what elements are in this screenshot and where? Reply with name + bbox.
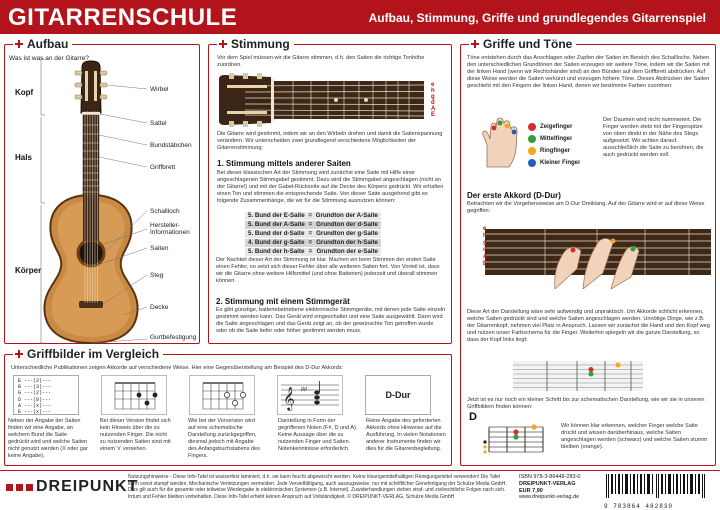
stimmung-intro: Vor dem Spiel müssen wir die Gitarre stimmen, d.h. den Saiten die richtige Tonhöhe zuordnen. xyxy=(217,55,425,68)
region-label: Körper xyxy=(15,266,42,275)
string-letter: E xyxy=(431,112,436,118)
table-row: 5. Bund der d-Saite = Grundton der g-Saite xyxy=(245,230,381,238)
griffe-title: Griffe und Töne xyxy=(483,37,573,51)
chord-intro: Betrachten wir die Vorgehensweise am D-Dur Dreiklang. Auf der Gitarre wird er auf diese Weise gegriffen: xyxy=(467,201,705,214)
barcode-icon xyxy=(604,474,714,498)
tab-notation: E ---(2)--- B ---(3)--- G ---(2)--- D ---(0)--- A ---(x)--- E ---(x)--- xyxy=(13,375,79,415)
svg-text:𝄞: 𝄞 xyxy=(283,386,295,410)
stimmung-para2: Bei dieser klassischen Art der Stimmung wird zunächst eine Saite mit Hilfe einer angeschlagenen Stimmgabel gestimmt. Dazu wird die Stimmgabel angeschlagen (nicht an der Gitarre!) und mit der Gabel-Rückseite auf die Decke des Körpers gedrückt. Wir erhalten einen Ton und stimmen die entsprechende Saite. Von dieser Saite ausgehend gibt es folgende Zusammenhänge, die wir für die Stimmung ausnutzen können: xyxy=(217,170,444,204)
griffbilder-title: Griffbilder im Vergleich xyxy=(27,347,160,361)
plus-icon xyxy=(15,350,23,358)
hand-icon xyxy=(479,117,525,169)
list-item: Mittelfinger xyxy=(528,135,594,143)
list-item: Zeigefinger xyxy=(528,123,594,131)
logo-dot-icon xyxy=(6,484,13,491)
stimmung-para1: Die Gitarre wird gestimmt, indem wir an den Wirbeln drehen und damit die Saitenspannung verändern. Wir unterscheiden zwei grundlegend verschiedene Möglichkeiten der Gitarrenstimmung: xyxy=(217,131,443,151)
svg-text:♯♯: ♯♯ xyxy=(301,387,307,393)
plus-icon xyxy=(219,40,227,48)
chord-box-diagram xyxy=(101,375,167,415)
stimmung-para3: Der Nachteil dieser Art der Stimmung ist klar. Machen wir beim Stimmen der ersten Saite einen Fehler, so setzt sich dieser Fehler über alle weiteren Saiten fort. Von Vorteil ist, dass wir die Gitarre ohne weitere Hilfsmittel (und ohne Batterien) jederzeit und überall stimmen können. xyxy=(216,257,440,284)
logo-dot-icon xyxy=(16,484,23,491)
griffe-intro: Töne entstehen durch das Anschlagen oder Zupfen der Saiten im Bereich des Schalllochs. Neben den unterschiedlichen Grundtönen der Saiten erzeugen wir weitere Töne, indem wir die Saiten mit der linken Hand (wenn wir Rechtshänder sind) an den Bünden auf dem Griffbrett abdrücken. Auf diese Weise werden die Saiten verkürzt und erzeugen höhere Töne. Dieses Abdrücken der Saiten geschieht mit den Fingern der linken Hand, denen wir bestimmte Farben zuordnen: xyxy=(467,55,710,89)
string-letter: E xyxy=(483,261,488,267)
list-item: Ringfinger xyxy=(528,147,594,155)
table-row: 5. Bund der A-Saite = Grundton der d-Saite xyxy=(245,221,381,229)
string-letter: A xyxy=(483,254,488,260)
part-label: Schallloch xyxy=(150,208,180,215)
string-letter: h xyxy=(431,88,435,94)
chord-diagram-label: D xyxy=(469,411,477,423)
finger-dot-icon xyxy=(528,123,536,131)
stimmung-heading-2: 2. Stimmung mit einem Stimmgerät xyxy=(216,297,350,306)
string-letter: g xyxy=(431,94,435,100)
chord-para-a: Diese Art der Darstellung wäre sehr aufwendig und unpraktisch. Um Akkorde schlicht erkennen, welche Saiten gedrückt sind und welche Saiten angeschlagen werden. Unnötige Dinge, wie z.B. der Gitarrenkopf, nehmen viel Platz in Anspruch. Lassen wir zunächst die Hand und den Kopf weg und nutzen unser Farbschema für die Finger. Weiterhin spiegeln wir die ganze Darstellung, so dass der Kopf links liegt: xyxy=(467,309,710,343)
table-row: 5. Bund der E-Saite = Grundton der A-Saite xyxy=(245,212,381,220)
part-label: Gurtbefestigung xyxy=(150,334,197,341)
section-aufbau xyxy=(4,37,200,344)
tuning-table xyxy=(245,212,381,257)
string-letter: d xyxy=(431,100,435,106)
music-notation xyxy=(277,375,343,415)
chord-name: D-Dur xyxy=(385,390,411,400)
aufbau-question: Was ist was an der Gitarre? xyxy=(9,55,89,62)
thumb-note: Der Daumen wird nicht nummeriert. Die Finger werden stets mit der Fingerspitze von oben direkt in der Nähe des Stegs aufgesetzt. Wir achten darauf, ausschließlich die Saite zu berühren, die auch gedrückt werden soll. xyxy=(603,117,704,158)
string-letter: e xyxy=(431,82,435,88)
stimmung-title: Stimmung xyxy=(231,37,290,51)
description-text: Bei dieser Version findet sich kein Hinweis über die zu nutzenden Finger. Die nicht zu nutzenden Saiten sind mit einem 'x' versehen. xyxy=(100,418,171,452)
string-letter: h xyxy=(483,233,487,239)
finger-dot-icon xyxy=(528,135,536,143)
plus-icon xyxy=(471,40,479,48)
description-text: Neben der Angabe der Saiten finden wir eine Angabe, an welchem Bund die Saite gedrückt wird und welche Saiten nicht genutzt werden (X oder gar keine Angabe). xyxy=(8,418,88,459)
chord-diagram xyxy=(483,421,545,457)
page-title: GITARRENSCHULE xyxy=(8,4,238,31)
chord-hand-illustration xyxy=(485,221,711,289)
part-label: Saiten xyxy=(150,245,169,252)
part-label: Steg xyxy=(150,272,164,279)
table-row: 4. Bund der g-Saite = Grundton der h-Saite xyxy=(245,239,381,247)
chord-title: Der erste Akkord (D-Dur) xyxy=(467,191,561,200)
list-item: Kleiner Finger xyxy=(528,159,594,167)
griffbilder-intro: Unterschiedliche Publikationen zeigen Akkorde auf verschiedene Weise. Hier eine Gegenüberstellung am Beispiel des D-Dur Akkords: xyxy=(11,365,344,371)
publisher-logo: DREIPUNKT xyxy=(6,478,138,496)
finger-dot-icon xyxy=(528,147,536,155)
stimmung-heading-1: 1. Stimmung mittels anderer Saiten xyxy=(217,159,351,168)
headstock-illustration xyxy=(215,73,443,127)
stimmung-para4: Es gibt günstige, batteriebetriebene elektronische Stimmgeräte, mit denen jede Saite einzeln gestimmt werden kann. Das Gerät wird eingeschaltet und eine Saite ausgewählt. Dann wird die Saite angeschlagen und das Gerät zeigt an, ob der gewünschte Ton getroffen wurde oder ob die Saite tiefer oder höher gestimmt werden muss. xyxy=(216,307,446,334)
isbn-block: ISBN 978-3-86448-283-0 DREIPUNKT-VERLAG EUR 7,90 www.dreipunkt-verlag.de xyxy=(519,474,581,501)
table-row: 5. Bund der h-Saite = Grundton der e-Saite xyxy=(245,248,381,256)
chord-para-c: Wir können klar erkennen, welcher Finger welche Saite drückt und wissen darüberhinaus, welche Saiten angeschlagen werden (schwarz) und welche Saiten stumm bleiben (orange). xyxy=(561,423,708,450)
string-letter: d xyxy=(483,247,487,253)
description-text: Wie bei der Vorversion wird auf eine schematische Darstellung zurückgegriffen, diesmal jedoch mit Angabe des Anfangsbuchstabens des Fingers. xyxy=(188,418,260,459)
string-letter: A xyxy=(431,106,436,112)
description-text: Reine Angabe des geforderten Akkords ohne Hinweise auf die Ausführung. In vielen Notationen anderer Instrumente finden wir dies für die Gitarrenbegleitung. xyxy=(366,418,446,452)
aufbau-title: Aufbau xyxy=(27,37,69,51)
chord-para-b: Jetzt ist es nur noch ein kleiner Schritt bis zur schematischen Darstellung, wie wir sie in unseren Griffbildern finden können: xyxy=(467,397,705,410)
guitar-illustration xyxy=(5,45,201,345)
chord-box-fingers xyxy=(189,375,255,415)
barcode-digits: 9 783864 482830 xyxy=(604,503,674,510)
page-subtitle: Aufbau, Stimmung, Griffe und grundlegendes Gitarrenspiel xyxy=(368,11,706,25)
description-text: Darstellung in Form der gegriffenen Noten (F#, D und A). Keine Aussage über die zu nutzenden Finger und Saiten. Notenkenntnisse erforderlich. xyxy=(278,418,358,452)
section-griffe xyxy=(460,37,716,466)
region-label: Kopf xyxy=(15,88,34,97)
usage-notes: Nutzungshinweise - Diese Info-Tafel ist wasserfest laminiert, d.h. sie kann feucht abgewischt werden. Keine lösungsmittelhaltigen Reinigungsmittel verwenden! Die Tafel kann sonst stumpf werden. Mechanische Verletzungen vermeiden. Jede Vervielfältigung, auch auszugsweise, nur mit schriftlicher Genehmigung der Schulze Media GmbH. Dies gilt auch für die gesamte oder teilweise Wiedergabe in elektronischen Systemen (z.B. Internet). Zuwiderhandlungen ziehen straf- und zivilrechtliche Folgen nach sich. Irrtum und Fehler bleiben vorbehalten. Diese Info-Tafel erhebt keinen Anspruch auf Vollständigkeit. © DREIPUNKT-VERLAG, Schulze Media GmbH xyxy=(128,474,507,500)
part-label: Hersteller- Informationen xyxy=(150,222,190,236)
part-label: Griffbrett xyxy=(150,164,176,171)
finger-dot-icon xyxy=(528,159,536,167)
part-label: Bundstäbchen xyxy=(150,142,192,149)
part-label: Decke xyxy=(150,304,169,311)
string-letter: e xyxy=(483,226,487,232)
string-letter: g xyxy=(483,240,487,246)
finger-legend xyxy=(528,123,594,171)
part-label: Wirbel xyxy=(150,86,169,93)
schematic-fretboard xyxy=(513,361,643,391)
logo-dot-icon xyxy=(26,484,33,491)
barcode xyxy=(604,474,714,510)
chord-name-box xyxy=(365,375,431,415)
header-bar xyxy=(0,0,720,34)
part-label: Sattel xyxy=(150,120,167,127)
region-label: Hals xyxy=(15,153,32,162)
